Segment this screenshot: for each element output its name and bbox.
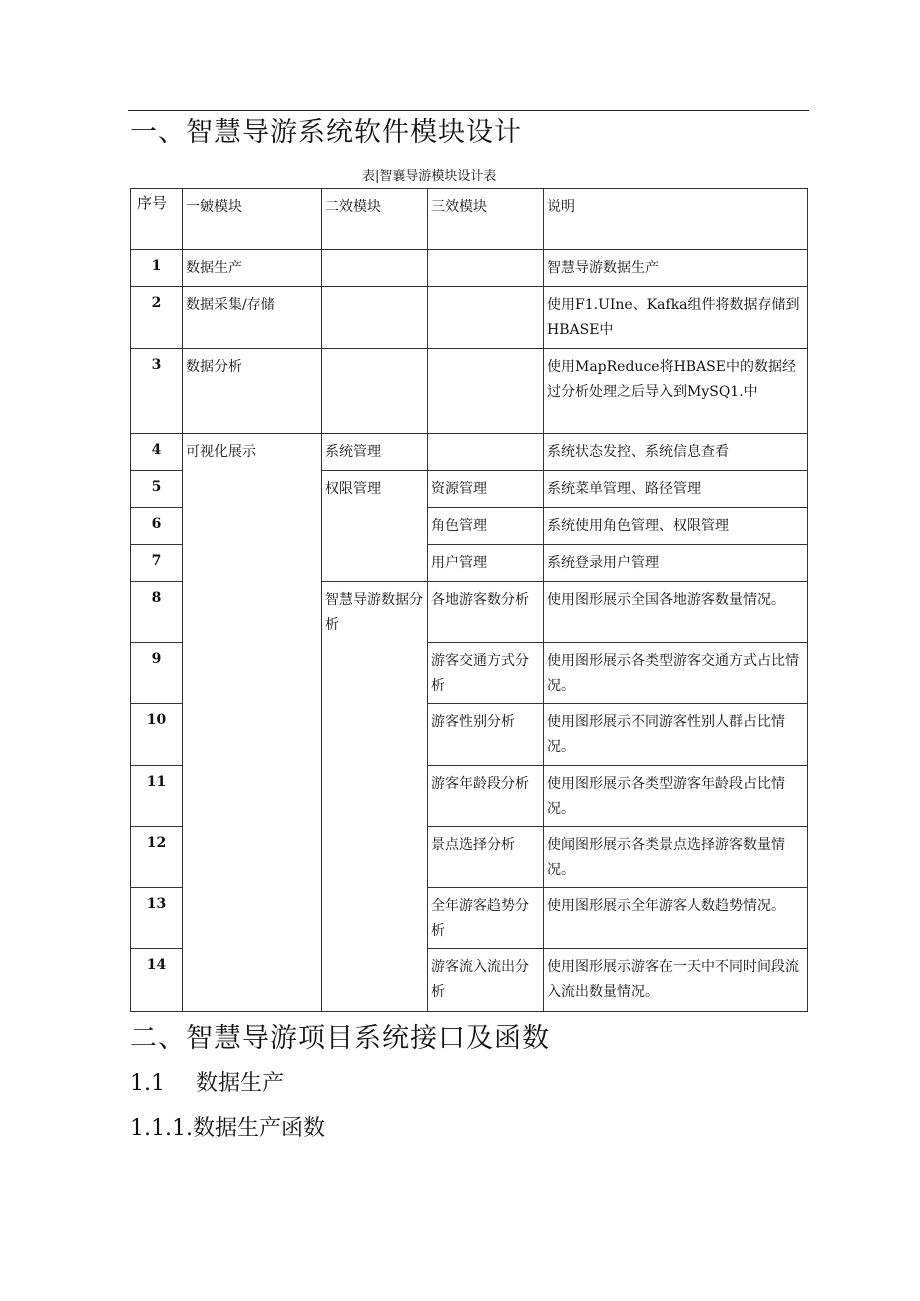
level2-cell (322, 287, 428, 349)
level1-cell: 数据采集/存储 (183, 287, 322, 349)
section-heading-1-1-1: 1.1.1.数据生产函数 (130, 1116, 325, 1141)
description-cell: 智慧导游数据生产 (544, 250, 808, 287)
level1-cell: 数据分析 (183, 349, 322, 434)
heading-module-design: 一、智慧导游系统软件模块设计 (130, 117, 522, 148)
table-caption: 表|智襄导游模块设计表 (362, 169, 497, 184)
level1-cell: 可视化展示 (183, 434, 322, 1012)
description-cell: 使用MapReduce将HBASE中的数据经过分析处理之后导入到MySQ1.中 (544, 349, 808, 434)
level3-cell (428, 287, 544, 349)
module-design-table (130, 188, 808, 1012)
description-cell: 系统状态发控、系统信息查看 (544, 434, 808, 471)
level3-cell (428, 434, 544, 471)
level3-cell: 资源管理 (428, 471, 544, 508)
section-heading-1-1 (130, 1070, 284, 1098)
level3-cell: 游客年龄段分析 (428, 766, 544, 827)
description-cell: 使用图形展示各类型游客年龄段占比情况。 (544, 766, 808, 827)
header-description: 说明 (544, 189, 808, 250)
level2-cell (322, 250, 428, 287)
row-number: 9 (131, 643, 183, 704)
level2-cell: 权限管理 (322, 471, 428, 582)
row-number: 8 (131, 582, 183, 643)
description-cell: 使用图形展示不同游客性别人群占比情况。 (544, 704, 808, 766)
row-number: 1 (131, 250, 183, 287)
header-level1: 一皴模块 (183, 189, 322, 250)
row-number: 13 (131, 888, 183, 949)
header-level2: 二效模块 (322, 189, 428, 250)
top-rule (128, 110, 809, 111)
heading-interfaces: 二、智慧导游项目系统接口及函数 (130, 1023, 550, 1054)
level3-cell: 景点选择分析 (428, 827, 544, 888)
header-serial: 序号 (131, 189, 183, 250)
description-cell: 使用F1.UIne、Kafka组件将数据存储到HBASE中 (544, 287, 808, 349)
level3-cell: 用户管理 (428, 545, 544, 582)
description-cell: 系统登录用户管理 (544, 545, 808, 582)
description-cell: 使闻图形展示各类景点选择游客数量情况。 (544, 827, 808, 888)
section-number: 1.1 (130, 1071, 165, 1096)
level1-cell: 数据生产 (183, 250, 322, 287)
header-level3: 三效模块 (428, 189, 544, 250)
row-number: 6 (131, 508, 183, 545)
row-number: 14 (131, 949, 183, 1012)
level3-cell: 各地游客数分析 (428, 582, 544, 643)
table-header-row (131, 189, 808, 250)
row-number: 2 (131, 287, 183, 349)
level2-cell: 系统管理 (322, 434, 428, 471)
description-cell: 使用图形展示游客在一天中不同时间段流入流出数量情况。 (544, 949, 808, 1012)
level3-cell (428, 349, 544, 434)
row-number: 10 (131, 704, 183, 766)
description-cell: 使用图形展示全年游客人数趋势情况。 (544, 888, 808, 949)
level3-cell: 游客流入流出分析 (428, 949, 544, 1012)
row-number: 3 (131, 349, 183, 434)
row-number: 12 (131, 827, 183, 888)
table-row (131, 287, 808, 349)
row-number: 5 (131, 471, 183, 508)
level3-cell: 游客性别分析 (428, 704, 544, 766)
table-row (131, 434, 808, 471)
level2-cell: 智慧导游数据分析 (322, 582, 428, 1012)
section-title: 数据生产 (196, 1071, 285, 1096)
row-number: 4 (131, 434, 183, 471)
description-cell: 系统使用角色管理、权限管理 (544, 508, 808, 545)
level3-cell: 角色管理 (428, 508, 544, 545)
description-cell: 系统菜单管理、路径管理 (544, 471, 808, 508)
table-row (131, 349, 808, 434)
row-number: 7 (131, 545, 183, 582)
level3-cell: 游客交通方式分析 (428, 643, 544, 704)
level2-cell (322, 349, 428, 434)
table-row (131, 250, 808, 287)
row-number: 11 (131, 766, 183, 827)
level3-cell: 全年游客趋势分析 (428, 888, 544, 949)
description-cell: 使用图形展示各类型游客交通方式占比情况。 (544, 643, 808, 704)
description-cell: 使用图形展示全国各地游客数量情况。 (544, 582, 808, 643)
level3-cell (428, 250, 544, 287)
